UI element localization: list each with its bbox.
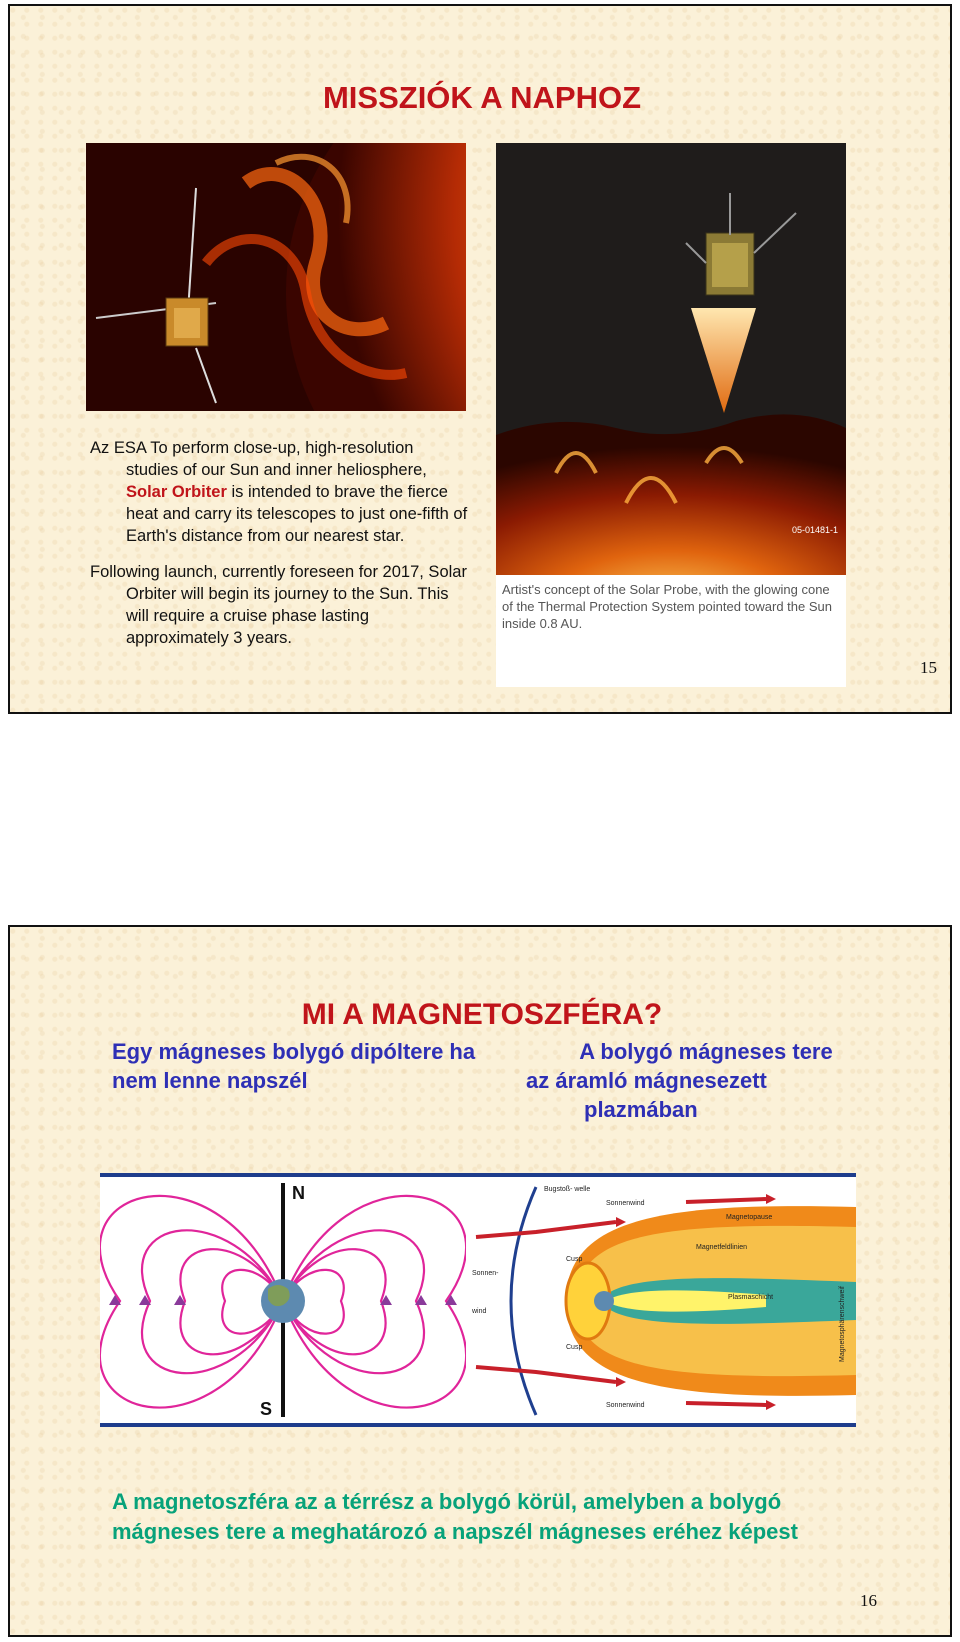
image-caption: Artist's concept of the Solar Probe, with the glowing cone of the Thermal Protection System pointed toward the Sun inside 0.8 AU. <box>496 575 846 687</box>
slide-15 <box>8 4 952 714</box>
cusp-top-label: Cusp <box>566 1256 583 1263</box>
dipole-field-diagram <box>100 1173 466 1427</box>
left-heading: Egy mágneses bolygó dipóltere ha nem lenne napszél <box>112 1039 476 1093</box>
tail-label: Magnetosphärenschweif <box>839 1286 846 1362</box>
slide-title: MISSZIÓK A NAPHOZ <box>322 80 642 115</box>
page-number: 16 <box>860 1591 877 1610</box>
definition-text: A magnetoszféra az a térrész a bolygó körül, amelyben a bolygó mágneses tere a meghatározó a napszél mágneses eréhez képest <box>112 1489 798 1544</box>
south-label: S <box>260 1399 273 1419</box>
paragraph-1: Az ESA To perform close-up, high-resolution studies of our Sun and inner heliosphere, Solar Orbiter is intended to brave the fierce heat and carry its telescopes to just one-fifth of Earth's distance from our nearest star. <box>90 439 468 545</box>
bow-shock-label: Bugstoß- welle <box>544 1186 591 1193</box>
solar-wind-top-label: Sonnenwind <box>606 1200 645 1207</box>
slide-body-text <box>90 437 470 663</box>
slide-title: MI A MAGNETOSZFÉRA? <box>301 998 663 1031</box>
field-lines-label: Magnetfeldlinien <box>696 1244 747 1251</box>
solar-wind-left-label-2: wind <box>472 1308 487 1315</box>
image-id-label: 05-01481-1 <box>791 525 838 535</box>
solar-orbiter-image <box>86 143 466 411</box>
magnetopause-label: Magnetopause <box>726 1214 773 1221</box>
north-label: N <box>292 1183 305 1203</box>
solar-wind-left-label-1: Sonnen- <box>472 1270 499 1277</box>
paragraph-2: Following launch, currently foreseen for 2017, Solar Orbiter will begin its journey to the Sun. This will require a cruise phase lasting approximately 3 years. <box>90 563 467 647</box>
plasma-sheet-label: Plasmaschicht <box>728 1294 774 1301</box>
cusp-bottom-label: Cusp <box>566 1344 583 1351</box>
right-heading: A bolygó mágneses tere az áramló mágnesezett plazmában <box>526 1039 833 1122</box>
slide-16 <box>8 925 952 1637</box>
magnetosphere-diagram <box>466 1173 856 1427</box>
page-number: 15 <box>920 658 937 677</box>
solar-orbiter-highlight: Solar Orbiter <box>126 483 227 501</box>
solar-wind-bottom-label: Sonnenwind <box>606 1402 645 1409</box>
solar-probe-image <box>496 143 846 575</box>
